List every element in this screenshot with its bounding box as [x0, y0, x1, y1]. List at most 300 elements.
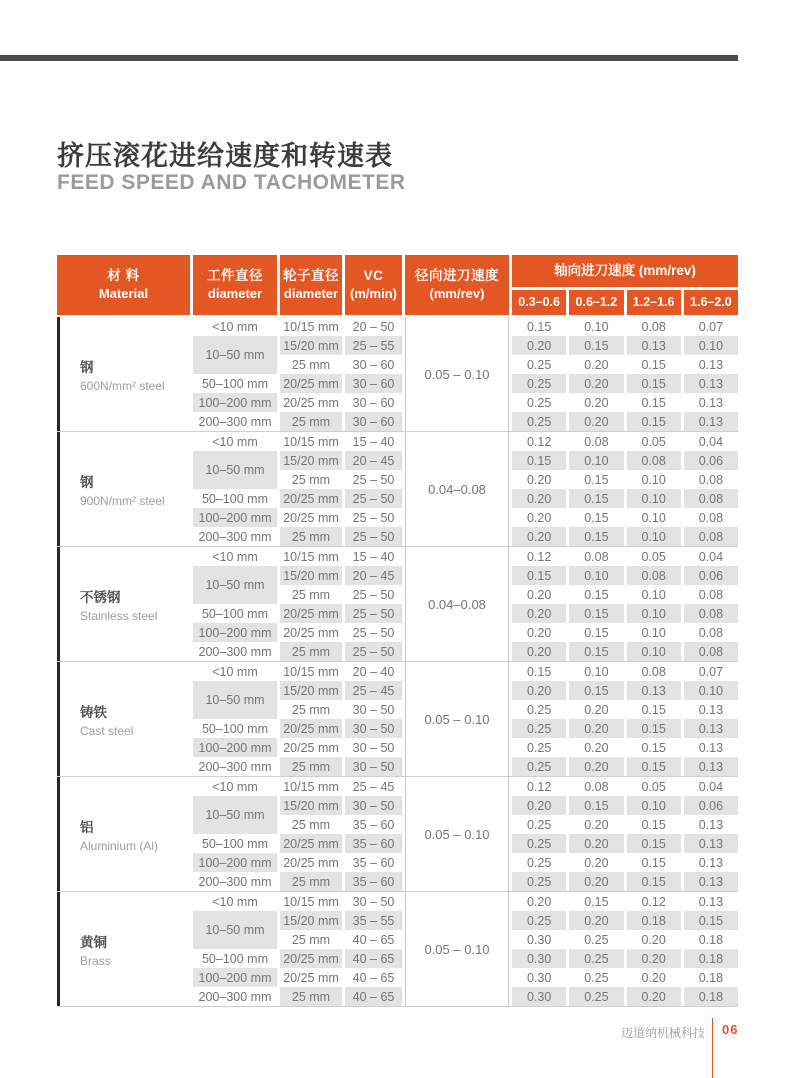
axial-value-cell: 0.15	[584, 587, 609, 602]
vc-cell: 30 – 50	[345, 796, 402, 815]
vc-cell: 30 – 60	[345, 412, 402, 431]
workpiece-diameter-cell: 200–300 mm	[198, 874, 272, 889]
workpiece-diameter-cell: 10–50 mm	[193, 681, 277, 719]
material-subname: Aluminium (Al)	[80, 838, 159, 853]
axial-value-cell: 0.10	[684, 681, 738, 700]
axial-value-cell: 0.20	[627, 987, 681, 1006]
axial-value-cell: 0.15	[641, 817, 666, 832]
radial-cell: 0.04–0.08	[405, 432, 509, 546]
wheel-diameter-cell: 25 mm	[280, 757, 342, 776]
axial-value-cell: 0.20	[584, 855, 609, 870]
axial-value-cell: 0.25	[512, 757, 566, 776]
axial-value-cell: 0.15	[526, 319, 552, 334]
workpiece-diameter-cell: 50–100 mm	[201, 721, 268, 736]
header-workpiece-diameter	[193, 255, 277, 315]
axial-value-cell: 0.13	[627, 336, 681, 355]
material-group	[57, 891, 738, 1006]
axial-value-cell: 0.25	[526, 740, 552, 755]
axial-value-cell: 0.10	[584, 664, 609, 679]
workpiece-diameter-cell: 100–200 mm	[193, 393, 277, 412]
workpiece-diameter-cell: 10–50 mm	[193, 911, 277, 949]
material-group	[57, 431, 738, 546]
material-name: 钢	[80, 359, 94, 375]
axial-value-cell: 0.06	[684, 566, 738, 585]
workpiece-diameter-cell: 50–100 mm	[201, 606, 268, 621]
axial-value-cell: 0.20	[512, 336, 566, 355]
axial-value-cell: 0.20	[569, 374, 623, 393]
wheel-diameter-cell: 15/20 mm	[280, 566, 342, 585]
axial-value-cell: 0.15	[627, 719, 681, 738]
vc-cell: 35 – 60	[345, 872, 402, 891]
axial-value-cell: 0.30	[526, 970, 552, 985]
axial-value-cell: 0.08	[627, 566, 681, 585]
axial-value-cell: 0.15	[569, 796, 623, 815]
material-name: 铸铁	[80, 704, 107, 720]
axial-value-cell: 0.06	[684, 796, 738, 815]
material-name: 不锈钢	[80, 589, 121, 605]
workpiece-diameter-cell: 200–300 mm	[198, 644, 272, 659]
wheel-diameter-cell: 20/25 mm	[280, 489, 342, 508]
material-subname: Cast steel	[80, 723, 134, 738]
vc-cell: 25 – 50	[352, 587, 395, 602]
axial-value-cell: 0.13	[698, 894, 724, 909]
vc-cell: 35 – 60	[352, 855, 395, 870]
axial-value-cell: 0.15	[569, 642, 623, 661]
axial-value-cell: 0.13	[698, 702, 724, 717]
axial-value-cell: 0.07	[698, 664, 724, 679]
wheel-diameter-cell: 25 mm	[291, 587, 331, 602]
wheel-diameter-cell: 15/20 mm	[280, 336, 342, 355]
wheel-diameter-cell: 20/25 mm	[283, 625, 339, 640]
axial-value-cell: 0.15	[584, 472, 609, 487]
workpiece-diameter-cell: <10 mm	[212, 319, 258, 334]
axial-value-cell: 0.13	[684, 834, 738, 853]
radial-cell: 0.05 – 0.10	[405, 662, 509, 776]
header-vc-unit: (m/min)	[350, 286, 397, 302]
header-wheel-zh: 轮子直径	[283, 268, 339, 284]
workpiece-diameter-cell: 50–100 mm	[201, 376, 268, 391]
axial-value-cell: 0.12	[526, 779, 552, 794]
material-subname: 900N/mm² steel	[80, 493, 165, 508]
axial-value-cell: 0.20	[584, 817, 609, 832]
axial-value-cell: 0.20	[526, 510, 552, 525]
axial-value-cell: 0.15	[569, 604, 623, 623]
axial-value-cell: 0.20	[512, 796, 566, 815]
header-vc-label: VC	[363, 268, 384, 284]
axial-value-cell: 0.20	[584, 357, 609, 372]
feed-speed-table	[57, 255, 738, 1007]
axial-value-cell: 0.13	[684, 872, 738, 891]
vc-cell: 40 – 65	[352, 970, 395, 985]
axial-value-cell: 0.05	[641, 549, 666, 564]
axial-value-cell: 0.04	[698, 434, 724, 449]
axial-value-cell: 0.13	[698, 855, 724, 870]
vc-cell: 20 – 45	[345, 451, 402, 470]
vc-cell: 30 – 50	[352, 894, 395, 909]
axial-value-cell: 0.20	[569, 757, 623, 776]
axial-value-cell: 0.12	[641, 894, 666, 909]
axial-value-cell: 0.20	[569, 719, 623, 738]
vc-cell: 30 – 50	[352, 740, 395, 755]
axial-value-cell: 0.25	[512, 719, 566, 738]
axial-value-cell: 0.15	[641, 395, 666, 410]
header-axial-range-2: 0.6–1.2	[569, 290, 623, 315]
axial-value-cell: 0.25	[512, 872, 566, 891]
wheel-diameter-cell: 10/15 mm	[283, 319, 339, 334]
axial-value-cell: 0.20	[627, 949, 681, 968]
vc-cell: 25 – 50	[345, 489, 402, 508]
axial-value-cell: 0.18	[698, 932, 724, 947]
wheel-diameter-cell: 20/25 mm	[280, 719, 342, 738]
vc-cell: 25 – 45	[345, 681, 402, 700]
axial-value-cell: 0.20	[526, 587, 552, 602]
vc-cell: 25 – 45	[352, 779, 395, 794]
axial-value-cell: 0.15	[584, 625, 609, 640]
axial-value-cell: 0.12	[526, 434, 552, 449]
workpiece-diameter-cell: <10 mm	[212, 779, 258, 794]
material-name: 铝	[80, 819, 94, 835]
vc-cell: 40 – 65	[345, 949, 402, 968]
axial-value-cell: 0.15	[584, 510, 609, 525]
axial-value-cell: 0.20	[512, 681, 566, 700]
workpiece-diameter-cell: 100–200 mm	[193, 738, 277, 757]
page-subtitle: FEED SPEED AND TACHOMETER	[57, 171, 406, 194]
material-cell	[57, 317, 190, 431]
workpiece-diameter-cell: 200–300 mm	[198, 529, 272, 544]
axial-value-cell: 0.20	[526, 625, 552, 640]
axial-value-cell: 0.13	[698, 817, 724, 832]
header-wheel-en: diameter	[283, 286, 339, 302]
workpiece-diameter-cell: 10–50 mm	[193, 566, 277, 604]
axial-value-cell: 0.20	[569, 412, 623, 431]
wheel-diameter-cell: 20/25 mm	[283, 510, 339, 525]
axial-value-cell: 0.15	[641, 855, 666, 870]
header-radial-zh: 径向进刀速度	[415, 268, 499, 284]
axial-value-cell: 0.10	[584, 319, 609, 334]
wheel-diameter-cell: 15/20 mm	[280, 451, 342, 470]
workpiece-diameter-cell: 10–50 mm	[193, 336, 277, 374]
footer-divider-line	[712, 1018, 713, 1078]
axial-value-cell: 0.08	[684, 642, 738, 661]
axial-value-cell: 0.25	[526, 395, 552, 410]
wheel-diameter-cell: 20/25 mm	[283, 970, 339, 985]
vc-cell: 25 – 50	[345, 604, 402, 623]
wheel-diameter-cell: 20/25 mm	[280, 834, 342, 853]
axial-value-cell: 0.13	[698, 357, 724, 372]
workpiece-diameter-cell: <10 mm	[212, 664, 258, 679]
axial-value-cell: 0.07	[698, 319, 724, 334]
wheel-diameter-cell: 15/20 mm	[280, 911, 342, 930]
header-material-zh: 材 料	[107, 268, 140, 284]
vc-cell: 25 – 50	[345, 642, 402, 661]
material-subname: Stainless steel	[80, 608, 158, 623]
top-rule	[0, 55, 738, 61]
vc-cell: 25 – 50	[352, 510, 395, 525]
axial-value-cell: 0.12	[526, 549, 552, 564]
vc-cell: 20 – 45	[345, 566, 402, 585]
axial-value-cell: 0.13	[698, 740, 724, 755]
axial-value-cell: 0.18	[684, 949, 738, 968]
radial-cell: 0.05 – 0.10	[405, 777, 509, 891]
footer-company-name: 迈道纳机械科技	[620, 1026, 705, 1040]
axial-value-cell: 0.25	[526, 702, 552, 717]
axial-value-cell: 0.04	[698, 779, 724, 794]
header-axial-range-1: 0.3–0.6	[512, 290, 566, 315]
axial-value-cell: 0.13	[684, 757, 738, 776]
vc-cell: 20 – 50	[352, 319, 395, 334]
axial-value-cell: 0.13	[684, 412, 738, 431]
radial-cell: 0.05 – 0.10	[405, 892, 509, 1006]
wheel-diameter-cell: 10/15 mm	[283, 664, 339, 679]
axial-value-cell: 0.15	[512, 451, 566, 470]
material-cell	[57, 547, 190, 661]
radial-cell: 0.04–0.08	[405, 547, 509, 661]
wheel-diameter-cell: 10/15 mm	[283, 434, 339, 449]
page-title: 挤压滚花进给速度和转速表	[57, 141, 393, 171]
workpiece-diameter-cell: 10–50 mm	[193, 796, 277, 834]
wheel-diameter-cell: 20/25 mm	[283, 855, 339, 870]
axial-value-cell: 0.20	[641, 932, 666, 947]
vc-cell: 20 – 40	[352, 664, 395, 679]
workpiece-diameter-cell: 100–200 mm	[193, 508, 277, 527]
vc-cell: 30 – 60	[352, 395, 395, 410]
workpiece-diameter-cell: 200–300 mm	[198, 414, 272, 429]
vc-cell: 25 – 50	[352, 625, 395, 640]
axial-value-cell: 0.25	[526, 855, 552, 870]
wheel-diameter-cell: 25 mm	[280, 527, 342, 546]
axial-value-cell: 0.20	[512, 642, 566, 661]
axial-value-cell: 0.15	[684, 911, 738, 930]
wheel-diameter-cell: 25 mm	[291, 817, 331, 832]
vc-cell: 40 – 65	[352, 932, 395, 947]
axial-value-cell: 0.15	[569, 681, 623, 700]
wheel-diameter-cell: 25 mm	[291, 932, 331, 947]
axial-value-cell: 0.10	[569, 451, 623, 470]
axial-value-cell: 0.25	[584, 932, 609, 947]
axial-value-cell: 0.25	[512, 374, 566, 393]
axial-value-cell: 0.20	[584, 702, 609, 717]
vc-cell: 35 – 60	[352, 817, 395, 832]
axial-value-cell: 0.05	[641, 779, 666, 794]
axial-value-cell: 0.30	[512, 949, 566, 968]
header-workpiece-en: diameter	[207, 286, 263, 302]
axial-value-cell: 0.15	[627, 412, 681, 431]
axial-value-cell: 0.25	[569, 987, 623, 1006]
axial-value-cell: 0.15	[512, 566, 566, 585]
axial-value-cell: 0.20	[512, 527, 566, 546]
radial-cell: 0.05 – 0.10	[405, 317, 509, 431]
axial-value-cell: 0.15	[627, 872, 681, 891]
wheel-diameter-cell: 10/15 mm	[283, 779, 339, 794]
vc-cell: 40 – 65	[345, 987, 402, 1006]
axial-value-cell: 0.15	[641, 740, 666, 755]
wheel-diameter-cell: 10/15 mm	[283, 549, 339, 564]
axial-value-cell: 0.20	[641, 970, 666, 985]
material-subname: 600N/mm² steel	[80, 378, 165, 393]
axial-value-cell: 0.08	[698, 472, 724, 487]
axial-value-cell: 0.10	[627, 796, 681, 815]
header-material	[57, 255, 190, 315]
material-group	[57, 546, 738, 661]
axial-value-cell: 0.15	[627, 374, 681, 393]
vc-cell: 35 – 60	[345, 834, 402, 853]
axial-value-cell: 0.15	[526, 664, 552, 679]
axial-value-cell: 0.18	[684, 987, 738, 1006]
vc-cell: 30 – 50	[352, 702, 395, 717]
axial-value-cell: 0.18	[627, 911, 681, 930]
header-axial-range-3: 1.2–1.6	[627, 290, 681, 315]
axial-value-cell: 0.15	[641, 702, 666, 717]
axial-value-cell: 0.10	[641, 472, 666, 487]
vc-cell: 25 – 50	[345, 527, 402, 546]
wheel-diameter-cell: 25 mm	[280, 642, 342, 661]
wheel-diameter-cell: 25 mm	[291, 357, 331, 372]
vc-cell: 15 – 40	[352, 434, 395, 449]
table-header	[57, 255, 738, 315]
axial-value-cell: 0.25	[526, 357, 552, 372]
axial-value-cell: 0.05	[641, 434, 666, 449]
header-axial-range-4: 1.6–2.0	[684, 290, 738, 315]
workpiece-diameter-cell: 200–300 mm	[198, 989, 272, 1004]
vc-cell: 25 – 55	[345, 336, 402, 355]
wheel-diameter-cell: 20/25 mm	[283, 740, 339, 755]
workpiece-diameter-cell: 100–200 mm	[193, 853, 277, 872]
axial-value-cell: 0.13	[698, 395, 724, 410]
axial-value-cell: 0.06	[684, 451, 738, 470]
axial-value-cell: 0.15	[627, 834, 681, 853]
wheel-diameter-cell: 20/25 mm	[280, 949, 342, 968]
workpiece-diameter-cell: <10 mm	[212, 549, 258, 564]
header-radial-en: (mm/rev)	[429, 286, 485, 302]
axial-value-cell: 0.25	[569, 949, 623, 968]
axial-value-cell: 0.25	[512, 412, 566, 431]
axial-value-cell: 0.15	[584, 894, 609, 909]
axial-value-cell: 0.10	[641, 587, 666, 602]
axial-value-cell: 0.10	[627, 604, 681, 623]
header-vc	[345, 255, 402, 315]
axial-value-cell: 0.08	[684, 527, 738, 546]
axial-value-cell: 0.30	[526, 932, 552, 947]
workpiece-diameter-cell: 50–100 mm	[201, 951, 268, 966]
footer-page-number: 06	[722, 1022, 739, 1037]
material-name: 钢	[80, 474, 94, 490]
vc-cell: 30 – 60	[352, 357, 395, 372]
material-name: 黄铜	[80, 934, 107, 950]
axial-value-cell: 0.15	[569, 489, 623, 508]
axial-value-cell: 0.18	[698, 970, 724, 985]
material-group	[57, 661, 738, 776]
wheel-diameter-cell: 15/20 mm	[280, 796, 342, 815]
vc-cell: 30 – 50	[345, 757, 402, 776]
axial-value-cell: 0.25	[512, 911, 566, 930]
axial-value-cell: 0.15	[569, 527, 623, 546]
wheel-diameter-cell: 25 mm	[291, 702, 331, 717]
axial-value-cell: 0.10	[684, 336, 738, 355]
wheel-diameter-cell: 25 mm	[280, 872, 342, 891]
material-cell	[57, 777, 190, 891]
header-workpiece-zh: 工件直径	[207, 268, 263, 284]
axial-value-cell: 0.20	[584, 395, 609, 410]
workpiece-diameter-cell: 50–100 mm	[201, 836, 268, 851]
axial-value-cell: 0.15	[641, 357, 666, 372]
wheel-diameter-cell: 25 mm	[291, 472, 331, 487]
axial-value-cell: 0.10	[569, 566, 623, 585]
axial-value-cell: 0.10	[627, 489, 681, 508]
axial-value-cell: 0.20	[512, 489, 566, 508]
vc-cell: 35 – 55	[345, 911, 402, 930]
axial-value-cell: 0.30	[512, 987, 566, 1006]
header-material-en: Material	[98, 286, 149, 302]
axial-value-cell: 0.20	[526, 894, 552, 909]
axial-value-cell: 0.10	[627, 642, 681, 661]
axial-value-cell: 0.20	[569, 872, 623, 891]
axial-value-cell: 0.10	[641, 510, 666, 525]
header-radial-feed	[405, 255, 509, 315]
axial-value-cell: 0.10	[627, 527, 681, 546]
axial-value-cell: 0.08	[684, 604, 738, 623]
axial-value-cell: 0.25	[526, 817, 552, 832]
axial-value-cell: 0.20	[569, 834, 623, 853]
axial-value-cell: 0.15	[569, 336, 623, 355]
workpiece-diameter-cell: <10 mm	[212, 434, 258, 449]
axial-value-cell: 0.04	[698, 549, 724, 564]
axial-value-cell: 0.08	[698, 587, 724, 602]
vc-cell: 30 – 60	[345, 374, 402, 393]
axial-value-cell: 0.08	[684, 489, 738, 508]
axial-value-cell: 0.20	[526, 472, 552, 487]
axial-value-cell: 0.13	[627, 681, 681, 700]
header-wheel-diameter	[280, 255, 342, 315]
vc-cell: 25 – 50	[352, 472, 395, 487]
wheel-diameter-cell: 20/25 mm	[280, 374, 342, 393]
axial-value-cell: 0.10	[641, 625, 666, 640]
workpiece-diameter-cell: 10–50 mm	[193, 451, 277, 489]
material-cell	[57, 432, 190, 546]
header-axial-feed-title: 轴向进刀速度 (mm/rev)	[512, 255, 738, 287]
workpiece-diameter-cell: 100–200 mm	[193, 968, 277, 987]
vc-cell: 30 – 50	[345, 719, 402, 738]
axial-value-cell: 0.13	[684, 374, 738, 393]
axial-value-cell: 0.20	[512, 604, 566, 623]
workpiece-diameter-cell: 200–300 mm	[198, 759, 272, 774]
material-subname: Brass	[80, 953, 111, 968]
axial-value-cell: 0.15	[627, 757, 681, 776]
wheel-diameter-cell: 20/25 mm	[280, 604, 342, 623]
material-group	[57, 317, 738, 431]
wheel-diameter-cell: 25 mm	[280, 412, 342, 431]
workpiece-diameter-cell: 100–200 mm	[193, 623, 277, 642]
table-body	[57, 317, 738, 1007]
wheel-diameter-cell: 20/25 mm	[283, 395, 339, 410]
axial-value-cell: 0.25	[512, 834, 566, 853]
material-cell	[57, 662, 190, 776]
axial-value-cell: 0.20	[584, 740, 609, 755]
material-cell	[57, 892, 190, 1006]
axial-value-cell: 0.08	[584, 434, 609, 449]
axial-value-cell: 0.13	[684, 719, 738, 738]
axial-value-cell: 0.08	[698, 625, 724, 640]
material-group	[57, 776, 738, 891]
workpiece-diameter-cell: <10 mm	[212, 894, 258, 909]
wheel-diameter-cell: 25 mm	[280, 987, 342, 1006]
axial-value-cell: 0.20	[569, 911, 623, 930]
axial-value-cell: 0.25	[584, 970, 609, 985]
wheel-diameter-cell: 15/20 mm	[280, 681, 342, 700]
axial-value-cell: 0.08	[698, 510, 724, 525]
axial-value-cell: 0.08	[584, 779, 609, 794]
axial-value-cell: 0.08	[627, 451, 681, 470]
axial-value-cell: 0.08	[641, 319, 666, 334]
